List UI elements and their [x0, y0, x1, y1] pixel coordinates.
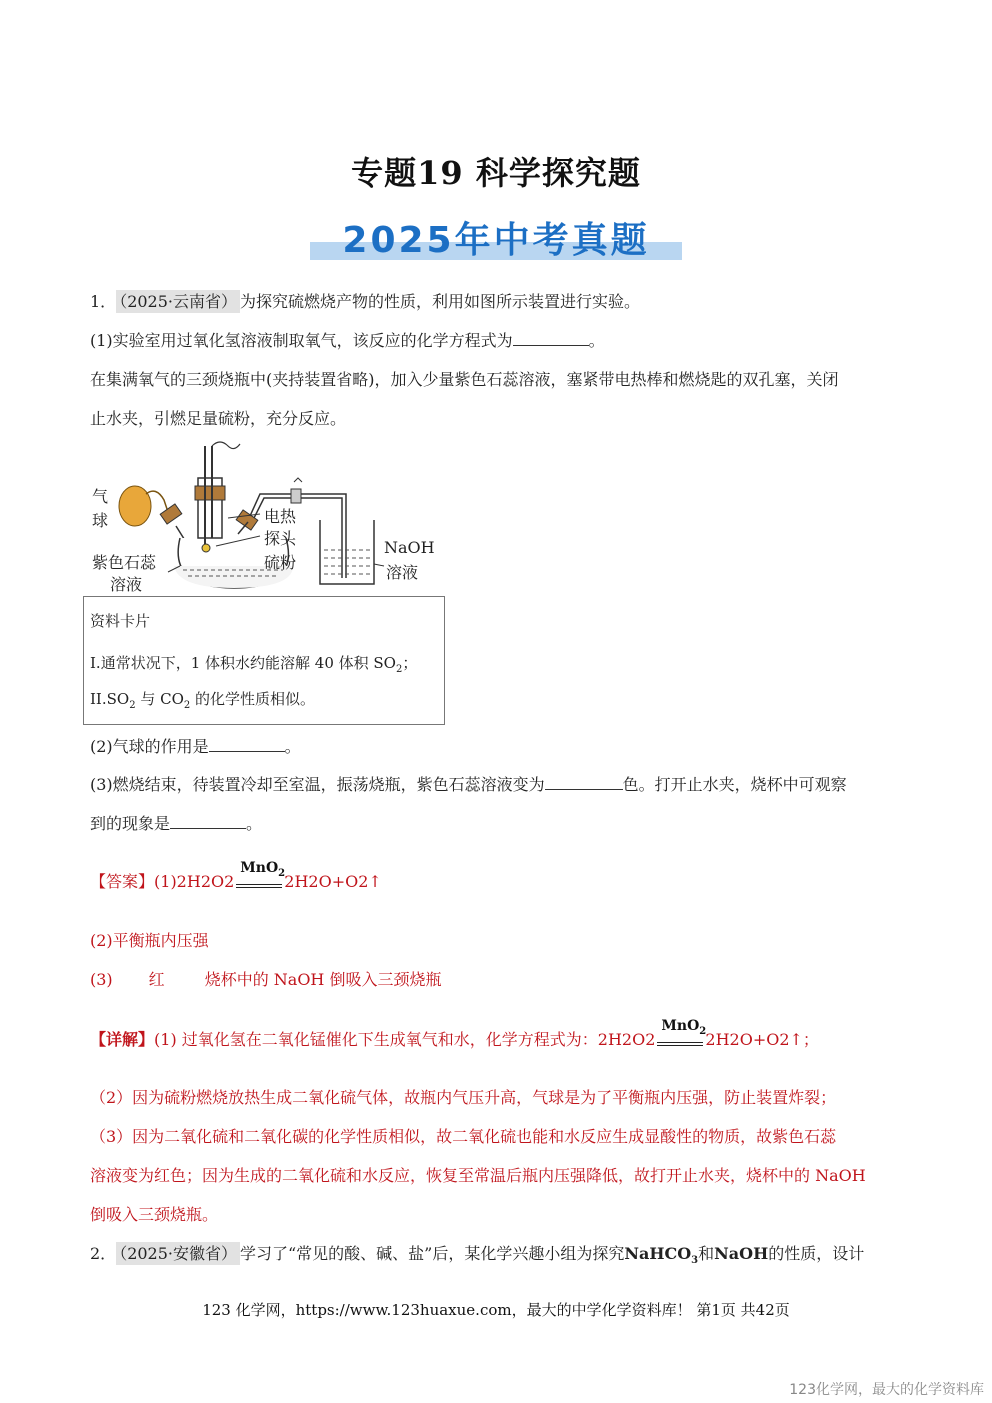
info-card-line2-b: 与 CO	[135, 690, 184, 708]
q2-intro	[90, 1243, 910, 1272]
q2-text-b: 和	[698, 1244, 715, 1263]
balloon-icon	[119, 486, 151, 526]
detail-line2: （2）因为硫粉燃烧放热生成二氧化硫气体，故瓶内气压升高，气球是为了平衡瓶内压强，防止装置炸裂；	[90, 1088, 837, 1107]
label-sulfur: 硫粉	[264, 553, 297, 572]
answer-3-color: 红	[148, 970, 165, 989]
q1-part1	[90, 330, 910, 352]
q1-part2-end: 。	[284, 737, 301, 756]
q1-part3-line2	[90, 813, 910, 835]
label-probe-1: 电热	[264, 507, 297, 526]
answer-3-num: (3)	[90, 970, 113, 989]
detail-label: 【详解】	[90, 1030, 155, 1049]
info-card	[83, 596, 445, 725]
detail-d1-right: 2H2O+O2↑；	[705, 1030, 819, 1049]
answer-eq-left: (1)2H2O2	[154, 872, 235, 891]
q1-setup-line2: 止水夹，引燃足量硫粉，充分反应。	[90, 409, 347, 428]
q1-source-tag: （2025·云南省）	[116, 290, 240, 313]
year-banner	[310, 212, 682, 264]
detail-catalyst-arrow	[657, 1018, 707, 1051]
q1-part3-line1	[90, 774, 910, 796]
q1-setup-line1: 在集满氧气的三颈烧瓶中(夹持装置省略)，加入少量紫色石蕊溶液，塞紧带电热棒和燃烧匙的双孔塞，关闭	[90, 370, 839, 389]
q2-text-c: 的性质，设计	[768, 1244, 865, 1263]
apparatus-diagram	[88, 438, 448, 596]
answer-3-text: 烧杯中的 NaOH 倒吸入三颈烧瓶	[204, 970, 442, 989]
info-card-line2	[90, 689, 315, 716]
label-balloon-1: 气	[92, 487, 109, 506]
catalyst-label	[240, 857, 285, 885]
answer-line1	[90, 860, 910, 893]
detail-line1	[90, 1018, 910, 1051]
q2-chem2: NaOH	[714, 1244, 769, 1263]
q1-intro-text: 为探究硫燃烧产物的性质，利用如图所示装置进行实验。	[240, 292, 641, 311]
info-card-line1-text: I.通常状况下，1 体积水约能溶解 40 体积 SO	[90, 654, 396, 672]
label-naoh-1: NaOH	[384, 538, 435, 557]
q1-part2	[90, 736, 910, 758]
catalyst-arrow	[236, 860, 286, 893]
detail-catalyst-text: MnO	[661, 1018, 700, 1034]
info-card-line1-end: ；	[402, 654, 418, 672]
info-card-line2-a: II.SO	[90, 690, 130, 708]
q2-number: 2．	[90, 1244, 117, 1263]
q2-chem1-sub: 3	[691, 1255, 699, 1267]
q1-part3-end: 。	[246, 814, 263, 833]
q2-text-a: 学习了“常见的酸、碱、盐”后，某化学兴趣小组为探究	[240, 1244, 625, 1263]
info-card-line2-c: 的化学性质相似。	[190, 690, 316, 708]
watermark: 123化学网，最大的化学资料库	[789, 1382, 984, 1398]
detail-catalyst-sub: 2	[699, 1025, 707, 1037]
page-footer: 123 化学网，https://www.123huaxue.com，最大的中学化学资料库！ 第1页 共42页	[202, 1301, 790, 1319]
answer-blank[interactable]	[513, 331, 589, 346]
answer-blank[interactable]	[170, 814, 246, 829]
label-balloon-2: 球	[92, 511, 109, 530]
answer-label: 【答案】	[90, 872, 155, 891]
detail-catalyst-label	[661, 1015, 706, 1043]
q1-part1-end: 。	[588, 331, 605, 350]
detail-line4: 溶液变为红色；因为生成的二氧化硫和水反应，恢复至常温后瓶内压强降低，故打开止水夹，烧杯中的 NaOH	[90, 1166, 866, 1185]
q1-part3-text-a: (3)燃烧结束，待装置冷却至室温，振荡烧瓶，紫色石蕊溶液变为	[90, 775, 545, 794]
answer-blank[interactable]	[545, 775, 623, 790]
info-card-line1	[90, 653, 417, 680]
info-card-line2-sub1: 2	[129, 700, 136, 711]
label-litmus-1: 紫色石蕊	[92, 553, 157, 572]
q1-number: 1．	[90, 292, 117, 311]
label-litmus-2: 溶液	[110, 575, 143, 594]
detail-line3: （3）因为二氧化硫和二氧化碳的化学性质相似，故二氧化硫也能和水反应生成显酸性的物质，故紫色石蕊	[90, 1127, 837, 1146]
detail-d1: (1) 过氧化氢在二氧化锰催化下生成氧气和水，化学方程式为：2H2O2	[154, 1030, 656, 1049]
banner-text: 2025年中考真题	[342, 220, 650, 261]
answer-line3	[90, 969, 910, 991]
page-title: 专题19 科学探究题	[351, 154, 641, 192]
q2-source-tag: （2025·安徽省）	[116, 1242, 240, 1265]
catalyst-text: MnO	[240, 860, 279, 876]
info-card-line2-sub2: 2	[183, 700, 191, 711]
q1-part2-text: (2)气球的作用是	[90, 737, 209, 756]
info-card-title: 资料卡片	[90, 612, 151, 630]
answer-blank[interactable]	[209, 737, 285, 752]
answer-eq-right: 2H2O+O2↑	[284, 872, 382, 891]
detail-line5: 倒吸入三颈烧瓶。	[90, 1205, 219, 1224]
info-card-line1-sub: 2	[395, 664, 403, 675]
q1-part3-text-b: 色。打开止水夹，烧杯中可观察	[622, 775, 847, 794]
catalyst-sub: 2	[278, 867, 286, 879]
q1-part1-text: (1)实验室用过氧化氢溶液制取氧气，该反应的化学方程式为	[90, 331, 513, 350]
q1-part3-line2-text: 到的现象是	[90, 814, 171, 833]
q2-chem1: NaHCO	[624, 1244, 692, 1263]
q1-intro	[90, 291, 910, 313]
answer-line2: (2)平衡瓶内压强	[90, 931, 209, 950]
label-probe-2: 探头	[264, 529, 297, 548]
label-naoh-2: 溶液	[386, 563, 419, 582]
